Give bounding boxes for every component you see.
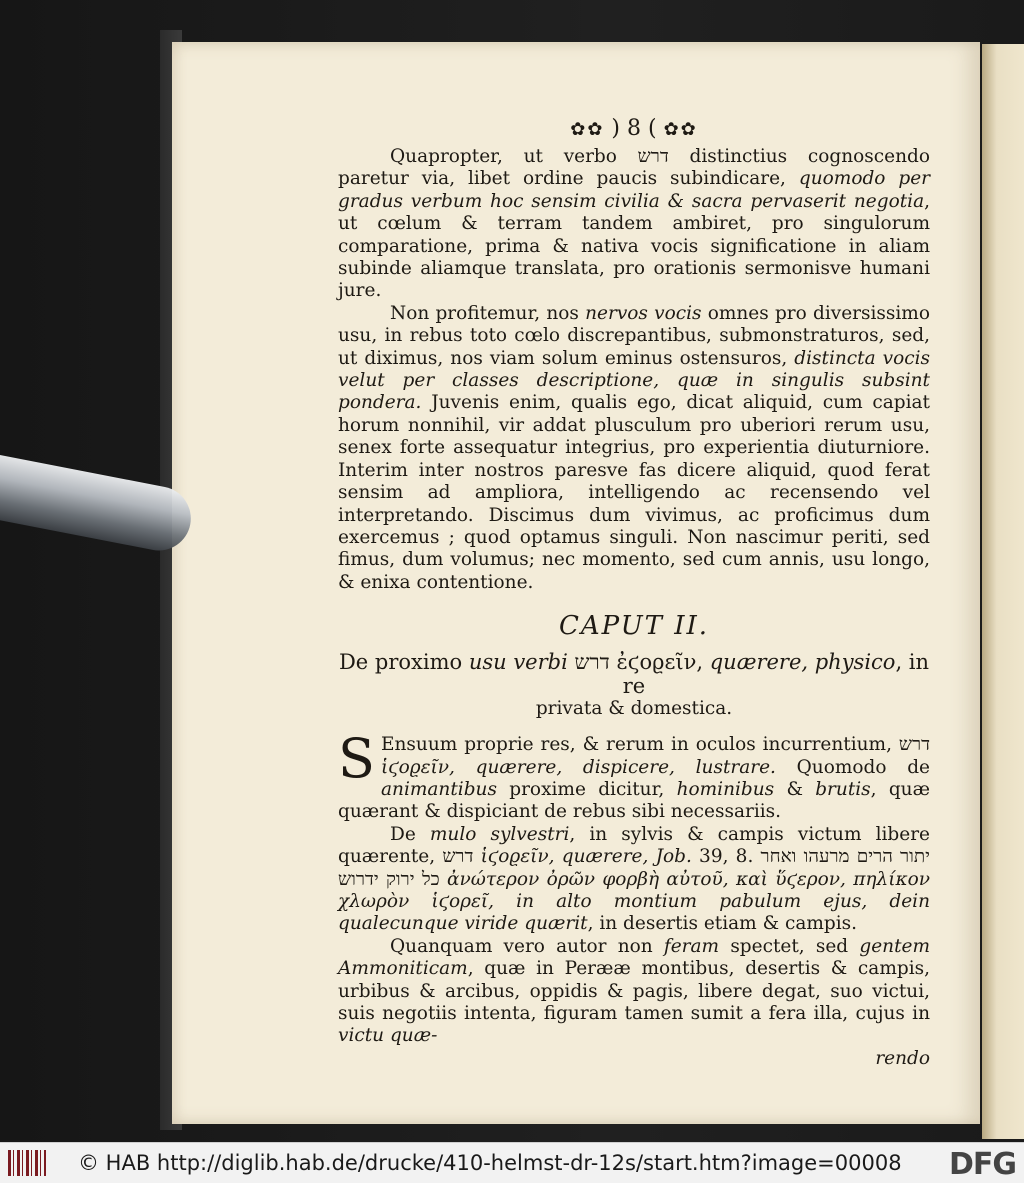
page-number: ) 8 ( — [611, 116, 657, 141]
page-text — [338, 112, 930, 1070]
text-run-italic: usu verbi — [468, 650, 568, 675]
footer-bar — [0, 1142, 1024, 1183]
text-run-italic: ἱϛοϱεῖν, quærere, Job. — [480, 846, 692, 868]
text-run-italic: mulo sylvestri — [429, 823, 570, 845]
hab-barcode-icon — [8, 1150, 46, 1176]
text-run: , in sylvis & campis victum libere quærente, דרש — [338, 823, 930, 868]
ornament-right-icon: ✿✿ — [663, 119, 698, 140]
text-run: , in desertis etiam & campis. — [587, 913, 858, 935]
text-run-italic: quærere, physico — [709, 650, 896, 675]
text-run: , quæ quærant & dispiciant de rebus sibi necessariis. — [338, 778, 930, 823]
chapter-subtitle — [338, 650, 930, 698]
drop-cap: S — [338, 727, 375, 791]
text-run: Quanquam vero autor non — [390, 935, 664, 957]
paragraph-4 — [338, 824, 930, 936]
text-run: , in re — [622, 650, 930, 699]
text-run-italic: nervos vocis — [585, 302, 702, 324]
text-run: De — [390, 823, 430, 845]
page-header — [338, 112, 930, 146]
text-run-italic: victu quæ- — [338, 1025, 438, 1047]
text-run-italic: hominibus — [676, 778, 775, 800]
text-run: Non profitemur, nos — [390, 302, 586, 324]
text-run-italic: ἀνώτερον ὀρῶν φορβὴ αὐτοῦ, καὶ ὕϛερον, πηλίκον χλωρὸν ἱϛορεῖ, in alto montium pabulum ejus, dein qualecunque viride quærit — [338, 868, 931, 935]
text-run: omnes pro diversissimo usu, in rebus toto cœlo discrepantibus, submonstraturos, sed, ut diximus, nos viam solum eminus ostensuros, — [338, 302, 930, 369]
text-run: Ensuum proprie res, & rerum in oculos incurrentium, דרש — [381, 734, 930, 756]
text-run-italic: quomodo per gradus verbum hoc sensim civilia & sacra pervaserit negotia — [338, 168, 930, 212]
ornament-left-icon: ✿✿ — [570, 119, 605, 140]
footer-url[interactable]: © HAB http://diglib.hab.de/drucke/410-helmst-dr-12s/start.htm?image=00008 — [78, 1151, 902, 1175]
text-run-italic: gentem Ammoniticam — [338, 935, 930, 980]
text-run-italic: distincta vocis velut per classes descriptione, quæ in singulis subsint pondera. — [338, 347, 930, 414]
text-run: , quæ in Perææ montibus, desertis & campis, urbibus & arcibus, oppidis & pagis, libere degat, suo victui, suis negotiis intenta, figuram tamen sumit a fera illa, cujus in — [338, 958, 930, 1024]
dfg-logo: DFG — [948, 1147, 1016, 1182]
chapter-title: CAPUT II. — [558, 611, 710, 642]
text-run: De proximo — [338, 650, 469, 675]
text-run: דרש ἐϛοϱεῖν, — [567, 650, 710, 675]
text-run: 39, 8. יתור הרים מרעהו ואחר כל ירוק ידרוש — [338, 846, 930, 890]
text-run-italic: feram — [663, 935, 720, 957]
text-run: Juvenis enim, qualis ego, dicat aliquid, cum capiat horum nonnihil, vir addat plusculum pro uberiori rerum usu, senex forte assequatur integrius, pro experientia diuturniore. Interim inter nostros paresve fas dicere aliquid, quod ferat sensim ad ampliora, intelligendo ac recensendo vel interpretando. Discimus dum vivimus, ac proficimus dum exercemus ; quod optamus singuli. Non nascimur periti, sed fimus, dum volumus; nec momento, sed cum annis, usu longo, & enixa contentione. — [338, 392, 930, 593]
chapter-subtitle-line2: privata & domestica. — [535, 698, 733, 720]
paragraph-1 — [338, 146, 930, 303]
text-run: Quomodo de — [775, 756, 930, 778]
facing-page-edge — [982, 44, 1024, 1139]
paragraph-2 — [338, 303, 930, 594]
paragraph-3 — [338, 727, 930, 824]
text-run: proxime dicitur, — [496, 778, 677, 800]
text-run: spectet, sed — [719, 935, 860, 957]
text-run: Quapropter, ut verbo דרש distinctius cognoscendo paretur via, libet ordine paucis subindicare, — [338, 146, 930, 190]
text-run-italic: animantibus — [381, 778, 497, 800]
catchword: rendo — [875, 1047, 930, 1069]
text-run-italic: brutis — [815, 778, 871, 800]
text-run: & — [774, 778, 816, 800]
paragraph-5 — [338, 936, 930, 1048]
text-run-italic: ἱϛοϱεῖν, quærere, dispicere, lustrare. — [381, 756, 776, 778]
text-run: , ut cœlum & terram tandem ambiret, pro singulorum comparatione, prima & nativa vocis significatione in aliam subinde aliamque translata, pro orationis sermonisve humani jure. — [338, 190, 930, 302]
